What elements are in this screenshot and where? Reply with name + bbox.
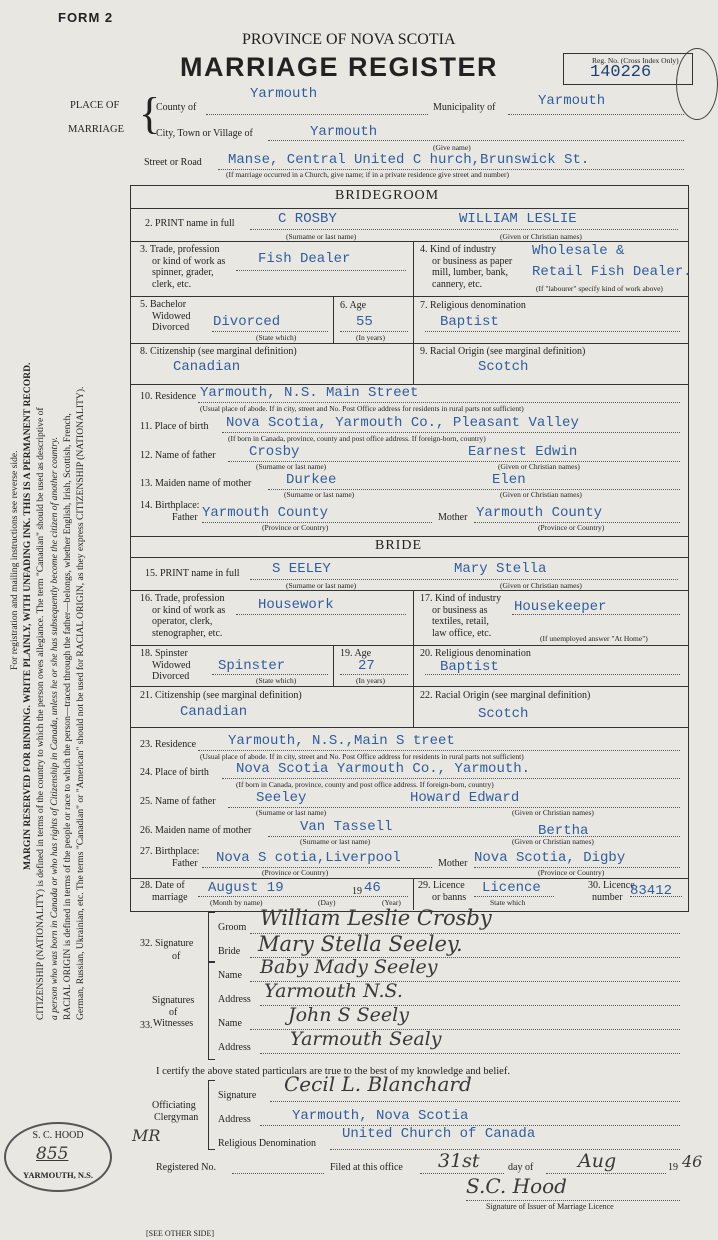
bride-father-label: 25. Name of father xyxy=(140,796,216,807)
w1-address-label: Address xyxy=(218,994,251,1005)
prov-note: (Province or Country) xyxy=(538,868,605,877)
bride-age-label: 19. Age xyxy=(340,648,372,659)
bride-heading: BRIDE xyxy=(375,538,422,553)
margin-line: For registration and mailing instructions see reverse side. xyxy=(9,450,20,670)
bride-trade: Housework xyxy=(258,597,334,613)
place-of-label: PLACE OF xyxy=(70,100,120,111)
groom-industry-label: 4. Kind of industry or business as paper mill, lumber, bank, cannery, etc. xyxy=(420,244,513,290)
state-which-note: (State which) xyxy=(256,676,297,685)
groom-age-label: 6. Age xyxy=(340,300,367,311)
groom-industry-1: Wholesale & xyxy=(532,243,625,259)
bride-birthplace: Nova Scotia Yarmouth Co., Yarmouth. xyxy=(236,761,531,777)
groom-birthplace-label: 11. Place of birth xyxy=(140,421,209,432)
prov-note: (Province or Country) xyxy=(262,523,329,532)
municipality-label: Municipality of xyxy=(433,102,496,113)
licence-number: 83412 xyxy=(630,883,673,899)
groom-given: WILLIAM LESLIE xyxy=(459,211,577,227)
years-note: (In years) xyxy=(356,676,385,685)
filed-label: Filed at this office xyxy=(330,1162,403,1173)
bride-father-given: Howard Edward xyxy=(410,790,520,806)
bride-mother-given: Bertha xyxy=(538,823,589,839)
witnesses-label: Signatures of Witnesses xyxy=(152,995,195,1029)
clergy-signature-label: Signature xyxy=(218,1090,257,1101)
witness-number-label: 33. xyxy=(140,1020,153,1031)
surname-note: (Surname or last name) xyxy=(256,462,327,471)
month-note: (Month by name) xyxy=(210,898,263,907)
bride-religion: Baptist xyxy=(440,659,499,675)
give-name-note: (Give name) xyxy=(433,143,471,152)
reg-number: 140226 xyxy=(590,63,652,82)
groom-religion: Baptist xyxy=(440,314,499,330)
marriage-date-label: 28. Date of marriage xyxy=(140,880,188,903)
bride-age: 27 xyxy=(358,658,375,674)
father-word: Father xyxy=(172,512,198,523)
licence-type-label: 29. Licence or banns xyxy=(418,880,467,903)
signature-of-label: of xyxy=(172,951,181,962)
groom-citizenship: Canadian xyxy=(173,359,241,375)
registered-no-label: Registered No. xyxy=(156,1162,216,1173)
birth-note: (If born in Canada, province, county and post office address. If foreign-born, country) xyxy=(228,434,486,443)
groom-trade-label: 3. Trade, profession or kind of work as spinner, grader, clerk, etc. xyxy=(140,244,226,290)
groom-mother-birthplace: Yarmouth County xyxy=(476,505,603,521)
marriage-year: 46 xyxy=(364,880,381,896)
stamp-number: 855 xyxy=(36,1144,69,1164)
issuer-signature: S.C. Hood xyxy=(466,1174,567,1198)
margin-initials: MR xyxy=(132,1126,161,1145)
groom-age: 55 xyxy=(356,314,373,330)
groom-citizenship-label: 8. Citizenship (see marginal definition) xyxy=(140,346,297,357)
witness2-name: John S Seely xyxy=(288,1004,409,1026)
bride-name-label: 15. PRINT name in full xyxy=(145,568,240,579)
w2-address-label: Address xyxy=(218,1042,251,1053)
groom-racial-label: 9. Racial Origin (see marginal definition) xyxy=(420,346,586,357)
groom-parents-birthplace-label: 14. Birthplace: xyxy=(140,500,200,511)
residence-note: (Usual place of abode. If in city, street and No. Post Office address for residents in rural parts not sufficient) xyxy=(200,752,524,761)
groom-father-surname: Crosby xyxy=(249,444,300,460)
groom-status: Divorced xyxy=(213,314,281,330)
bride-citizenship-label: 21. Citizenship (see marginal definition) xyxy=(140,690,302,701)
bride-racial: Scotch xyxy=(478,706,529,722)
w2-name-label: Name xyxy=(218,1018,242,1029)
bride-mother-birthplace: Nova Scotia, Digby xyxy=(474,850,626,866)
bride-given: Mary Stella xyxy=(454,561,547,577)
city-label: City, Town or Village of xyxy=(156,128,253,139)
year-prefix: 19 xyxy=(352,886,362,897)
margin-line: RACIAL ORIGIN is defined in terms of the people or race to which the person—traced through the father—belongs, whether English, Irish, Scottish, French, xyxy=(61,413,73,1020)
groom-name-label: 2. PRINT name in full xyxy=(145,218,235,229)
page-title: MARRIAGE REGISTER xyxy=(180,52,499,82)
witness1-address: Yarmouth N.S. xyxy=(264,980,403,1002)
bride-residence-label: 23. Residence xyxy=(140,739,197,750)
groom-religion-label: 7. Religious denomination xyxy=(420,300,526,311)
birth-note: (If born in Canada, province, county and post office address. If foreign-born, country) xyxy=(236,780,494,789)
groom-father-given: Earnest Edwin xyxy=(468,444,578,460)
margin-line: CITIZENSHIP (NATIONALITY) is defined in terms of the country to which the person owes allegiance. The term "Canadian" should be used as descriptive of xyxy=(35,407,47,1020)
reg-number-box xyxy=(563,53,693,85)
bridegroom-heading: BRIDEGROOM xyxy=(335,188,440,203)
bride-trade-label: 16. Trade, profession or kind of work as operator, clerk, stenographer, etc. xyxy=(140,593,226,639)
marriage-label: MARRIAGE xyxy=(68,124,125,135)
year-note: (Year) xyxy=(382,898,401,907)
groom-industry-2: Retail Fish Dealer. xyxy=(532,264,692,280)
father-word: Father xyxy=(172,858,198,869)
bride-birthplace-label: 24. Place of birth xyxy=(140,767,209,778)
labourer-note: (If "labourer" specify kind of work above) xyxy=(536,284,663,293)
issuer-label: Signature of Issuer of Marriage Licence xyxy=(486,1202,614,1211)
street-label: Street or Road xyxy=(144,157,202,168)
stamp-top: S. C. HOOD xyxy=(32,1130,84,1141)
surname-note: (Surname or last name) xyxy=(286,232,357,241)
licence-type: Licence xyxy=(482,880,541,896)
given-note: (Given or Christian names) xyxy=(500,581,582,590)
bride-status: Spinster xyxy=(218,658,286,674)
street-note: (If marriage occurred in a Church, give name; if in a private residence give street and number) xyxy=(226,170,510,179)
bride-signature: Mary Stella Seeley. xyxy=(258,932,463,956)
groom-bride-bracket xyxy=(208,912,215,962)
bride-racial-label: 22. Racial Origin (see marginal definition) xyxy=(420,690,591,701)
see-other-side: [SEE OTHER SIDE] xyxy=(146,1229,214,1238)
witness1-name: Baby Mady Seeley xyxy=(260,956,438,978)
filed-month: Aug xyxy=(578,1150,617,1172)
given-note: (Given or Christian names) xyxy=(500,232,582,241)
witness-bracket xyxy=(208,962,215,1060)
groom-trade: Fish Dealer xyxy=(258,251,351,267)
bride-father-surname: Seeley xyxy=(256,790,307,806)
marriage-month-day: August 19 xyxy=(208,880,284,896)
bride-industry: Housekeeper xyxy=(514,599,607,615)
margin-line: MARGIN RESERVED FOR BINDING. WRITE PLAINLY, WITH UNFADING INK. THIS IS A PERMANENT RECORD. xyxy=(22,362,34,870)
county-value: Yarmouth xyxy=(250,86,318,102)
corner-oval xyxy=(676,48,718,120)
bride-mother-label: 26. Maiden name of mother xyxy=(140,825,252,836)
years-note: (In years) xyxy=(356,333,385,342)
bride-mother-surname: Van Tassell xyxy=(300,819,393,835)
bride-status-label: 18. Spinster Widowed Divorced xyxy=(140,648,191,682)
day-of-label: day of xyxy=(508,1162,534,1173)
bride-father-birthplace: Nova S cotia,Liverpool xyxy=(216,850,401,866)
bride-sig-label: Bride xyxy=(218,946,241,957)
filed-day: 31st xyxy=(438,1150,480,1172)
state-which-note: State which xyxy=(490,898,526,907)
groom-mother-label: 13. Maiden name of mother xyxy=(140,478,252,489)
surname-note: (Surname or last name) xyxy=(256,808,327,817)
officiating-clergyman-label: Officiating Clergyman xyxy=(152,1100,199,1123)
groom-residence: Yarmouth, N.S. Main Street xyxy=(200,385,419,401)
groom-signature: William Leslie Crosby xyxy=(260,906,492,930)
clergy-signature: Cecil L. Blanchard xyxy=(284,1072,472,1096)
state-which-note: (State which) xyxy=(256,333,297,342)
groom-father-label: 12. Name of father xyxy=(140,450,216,461)
clergy-address: Yarmouth, Nova Scotia xyxy=(292,1108,469,1124)
bride-parents-birthplace-label: 27. Birthplace: xyxy=(140,846,200,857)
street-value: Manse, Central United C hurch,Brunswick St. xyxy=(228,152,590,168)
form-label: FORM 2 xyxy=(58,10,114,25)
signature-label: 32. Signature xyxy=(140,938,194,949)
bride-industry-label: 17. Kind of industry or business as textiles, retail, law office, etc. xyxy=(420,593,502,639)
unemployed-note: (If unemployed answer "At Home") xyxy=(540,634,648,643)
licence-number-label: 30. Licence number xyxy=(588,880,635,903)
groom-mother-surname: Durkee xyxy=(286,472,337,488)
day-note: (Day) xyxy=(318,898,336,907)
given-note: (Given or Christian names) xyxy=(500,490,582,499)
filed-year: 46 xyxy=(682,1152,703,1171)
registrar-stamp xyxy=(4,1122,112,1192)
mother-word: Mother xyxy=(438,512,468,523)
province-heading: PROVINCE OF NOVA SCOTIA xyxy=(242,31,456,48)
groom-father-birthplace: Yarmouth County xyxy=(202,505,329,521)
prov-note: (Province or Country) xyxy=(262,868,329,877)
certification-statement: I certify the above stated particulars are true to the best of my knowledge and belief. xyxy=(156,1066,510,1077)
prov-note: (Province or Country) xyxy=(538,523,605,532)
mother-word: Mother xyxy=(438,858,468,869)
margin-line: German, Russian, Ukrainian, etc. The terms "Canadian" or "American" should not be used for RACIAL ORIGIN, as they express CITIZENSHIP (NATIONALITY). xyxy=(75,386,87,1020)
surname-note: (Surname or last name) xyxy=(300,837,371,846)
surname-note: (Surname or last name) xyxy=(284,490,355,499)
residence-note: (Usual place of abode. If in city, street and No. Post Office address for residents in rural parts not sufficient) xyxy=(200,404,524,413)
groom-status-label: 5. Bachelor Widowed Divorced xyxy=(140,299,191,333)
given-note: (Given or Christian names) xyxy=(512,808,594,817)
groom-birthplace: Nova Scotia, Yarmouth Co., Pleasant Valley xyxy=(226,415,579,431)
witness2-address: Yarmouth Sealy xyxy=(290,1028,442,1050)
county-label: County of xyxy=(156,102,197,113)
clergy-bracket xyxy=(208,1080,215,1150)
clergy-address-label: Address xyxy=(218,1114,251,1125)
bride-residence: Yarmouth, N.S.,Main S treet xyxy=(228,733,455,749)
groom-mother-given: Elen xyxy=(492,472,526,488)
surname-note: (Surname or last name) xyxy=(286,581,357,590)
given-note: (Given or Christian names) xyxy=(512,837,594,846)
filed-year-prefix: 19 xyxy=(668,1162,678,1173)
bride-citizenship: Canadian xyxy=(180,704,248,720)
margin-instructions xyxy=(8,200,87,1080)
reg-number-label: Reg. No. (Cross Index Only) xyxy=(592,56,679,65)
groom-racial: Scotch xyxy=(478,359,529,375)
city-value: Yarmouth xyxy=(310,124,378,140)
groom-surname: C ROSBY xyxy=(278,211,337,227)
groom-residence-label: 10. Residence xyxy=(140,391,197,402)
groom-sig-label: Groom xyxy=(218,922,247,933)
w1-name-label: Name xyxy=(218,970,242,981)
margin-line: a person who was born in Canada or who has rights of Citizenship in Canada, unless he or she has subsequently become the citizen of another country. xyxy=(48,436,60,1020)
bride-surname: S EELEY xyxy=(272,561,331,577)
clergy-religion-label: Religious Denomination xyxy=(218,1138,317,1149)
given-note: (Given or Christian names) xyxy=(498,462,580,471)
stamp-bottom: YARMOUTH, N.S. xyxy=(22,1170,94,1180)
municipality-value: Yarmouth xyxy=(538,93,606,109)
bride-religion-label: 20. Religious denomination xyxy=(420,648,531,659)
brace-icon: { xyxy=(139,89,161,138)
clergy-religion: United Church of Canada xyxy=(342,1126,536,1142)
